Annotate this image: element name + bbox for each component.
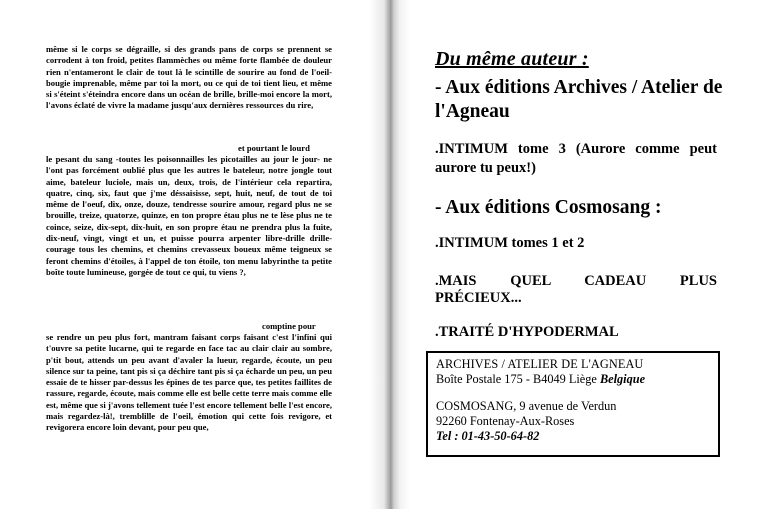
address-line-4: 92260 Fontenay-Aux-Roses <box>436 414 575 428</box>
address-box <box>426 351 720 457</box>
paragraph-1: même si le corps se dégraille, si des grands pans de corps se prennent se corrodent à ton froid, petites flammèches ou même forte flambée de douleur rien n'entameront le clair de tout là le scintille de sourire au fond de l'oeil-bougie imprenable, même par toi la mort, ou ce qui de toi tient lieu, et même si s'éteint s'éteindra encore dans un océan de brille, brille-moi encore la mort, l'avons éclaté de vivre la madame jusqu'aux dernières ressources du rire, <box>46 44 332 111</box>
book-item-cadeau-line1: .MAIS QUEL CADEAU PLUS <box>435 273 717 289</box>
address-postal: Boîte Postale 175 - B4049 Liège <box>436 372 597 386</box>
paragraph-3: se rendre un peu plus fort, mantram faisant corps faisant c'est l'infini qui t'ouvre sa petite lucarne, qui te regarde en face tac au clair clair au sombre, p'tit bout, attends un peu avant d'avaler la lueur, regarde, écoute, un peu silence sur ta peine, tant pis si ça déchire tant pis si ça écharde un peu, un peu essaie de te hisser par-dessus les épines de tes parce que, tes petites faillites de rassure, regarde, écoute, mais comme elle est belle cette terre mais comme elle est, même que si j'avons tellement tuée l'est encore tellement belle l'est encore, mais regardez-là!, tremblille de l'oeil, émotion qui cette fois revigore, et revigorera encore loin devant, pour peu que, <box>46 332 332 433</box>
paragraph-2-lead: et pourtant le lourd <box>238 143 310 153</box>
book-item-intimum-3: .INTIMUM tome 3 (Aurore comme peut aurore tu peux!) <box>435 141 717 176</box>
paragraph-2: le pesant du sang -toutes les poisonnailles les picotailles au jour le jour- ne l'ont pas forcément oublié plus que les autres le bateleur, notre jongle tout aime, bateleur luciole, mais un, deux, trois, de l'intérieur cela repartira, quatre, cinq, six, faut que j'me déssaisisse, sept, huit, neuf, de tout de toi même de l'oeuf, dix, onze, douze, tendresse sourire amour, regard plus ne se brouille, treize, quatorze, quinze, en ton propre étau plus ne te lèse plus ne te coince, seize, dix-sept, dix-huit, en son propre étau ne prendra plus la fuite, dix-neuf, vingt, vingt et un, et puisse pourra arpenter libre-drille drille-courage tous les chemins, et chemins crevasseux boueux même teigneux se feront chemins d'étoiles, à l'appel de ton étoile, ton menu labyrinthe ta petite boîte toute lumineuse, gorgée de tout ce qui, tu viens ?, <box>46 154 332 277</box>
page-title: Du même auteur : <box>435 48 589 70</box>
address-line-3: COSMOSANG, 9 avenue de Verdun <box>436 399 617 413</box>
address-line-1: ARCHIVES / ATELIER DE L'AGNEAU <box>436 357 644 371</box>
address-country: Belgique <box>599 372 646 386</box>
publisher-heading-archives: - Aux éditions Archives / Atelier de l'Agneau <box>435 77 723 122</box>
address-line-2 <box>436 372 710 387</box>
book-item-intimum-1-2: .INTIMUM tomes 1 et 2 <box>435 235 585 251</box>
book-item-hypodermal: .TRAITÉ D'HYPODERMAL <box>435 324 619 340</box>
publisher-heading-cosmosang: - Aux éditions Cosmosang : <box>435 197 662 218</box>
paragraph-3-lead: comptine pour <box>262 321 316 331</box>
book-item-cadeau-line2: PRÉCIEUX... <box>435 290 522 306</box>
book-gutter <box>370 0 410 509</box>
phone-line: Tel : 01-43-50-64-82 <box>436 429 540 443</box>
